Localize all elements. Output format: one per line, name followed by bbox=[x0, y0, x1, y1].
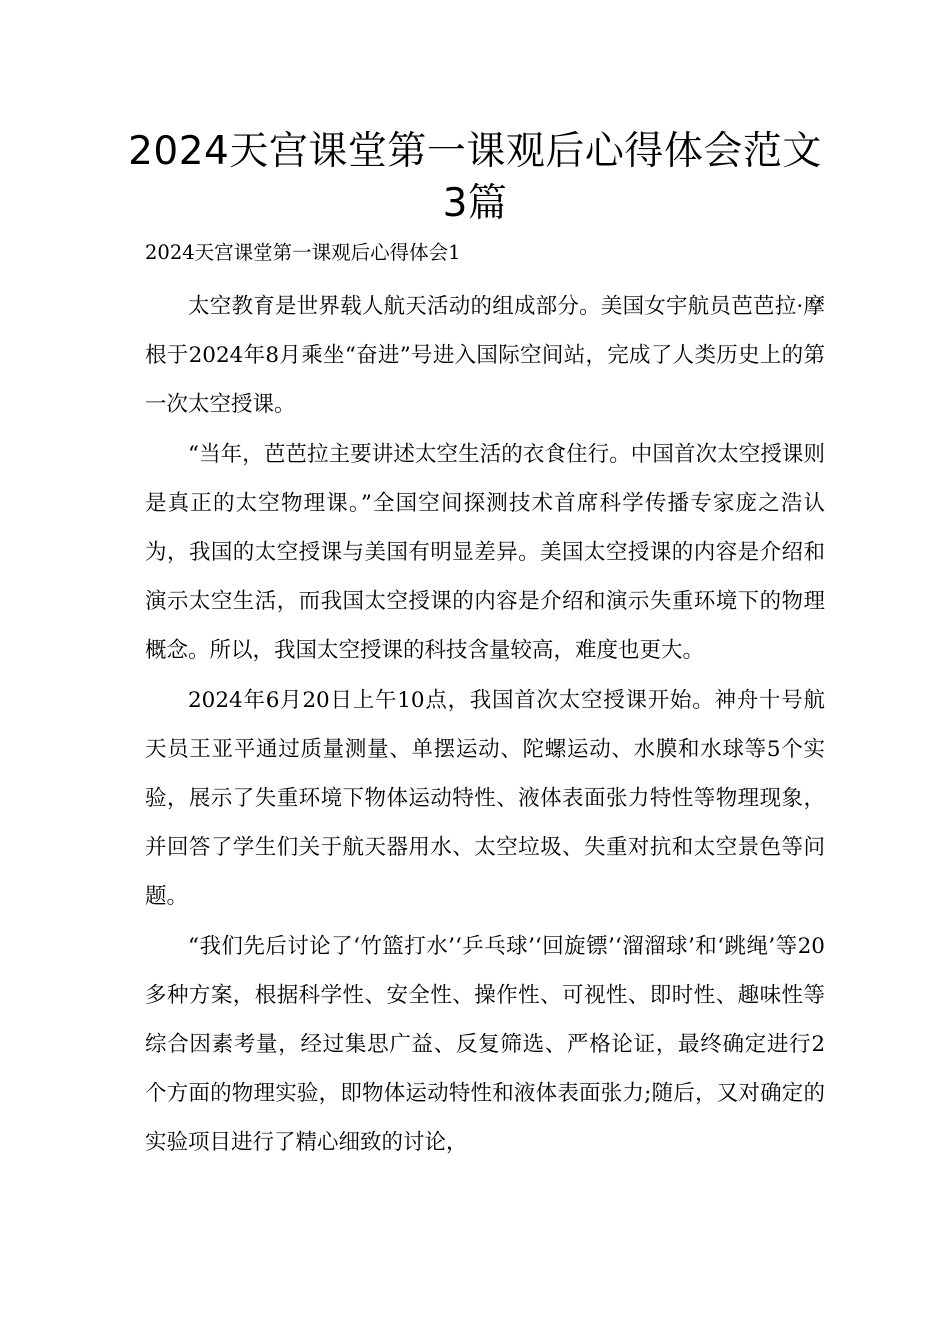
document-title-line-1: 2024天宫课堂第一课观后心得体会范文 bbox=[128, 129, 822, 174]
document-title-line-2: 3篇 bbox=[442, 181, 508, 226]
paragraph-2: “当年，芭芭拉主要讲述太空生活的衣食住行。中国首次太空授课则是真正的太空物理课。”全国空间探测技术首席科学传播专家庞之浩认为，我国的太空授课与美国有明显差异。美国太空授课的内容是介绍和演示太空生活，而我国太空授课的内容是介绍和演示失重环境下的物理概念。所以，我国太空授课的科技含量较高，难度也更大。 bbox=[145, 441, 825, 664]
document-body bbox=[145, 282, 825, 1168]
paragraph-1: 太空教育是世界载人航天活动的组成部分。美国女宇航员芭芭拉·摩根于2024年8月乘坐“奋进”号进入国际空间站，完成了人类历史上的第一次太空授课。 bbox=[145, 294, 825, 418]
document-title bbox=[100, 126, 850, 230]
paragraph-3: 2024年6月20日上午10点，我国首次太空授课开始。神舟十号航天员王亚平通过质量测量、单摆运动、陀螺运动、水膜和水球等5个实验，展示了失重环境下物体运动特性、液体表面张力特性等物理现象，并回答了学生们关于航天器用水、太空垃圾、失重对抗和太空景色等问题。 bbox=[145, 687, 825, 910]
section-heading: 2024天宫课堂第一课观后心得体会1 bbox=[145, 241, 461, 264]
paragraph-4: “我们先后讨论了‘竹篮打水’‘乒乓球’‘回旋镖’‘溜溜球’和‘跳绳’等20多种方案，根据科学性、安全性、操作性、可视性、即时性、趣味性等综合因素考量，经过集思广益、反复筛选、严格论证，最终确定进行2个方面的物理实验，即物体运动特性和液体表面张力;随后，又对确定的实验项目进行了精心细致的讨论， bbox=[145, 933, 825, 1156]
